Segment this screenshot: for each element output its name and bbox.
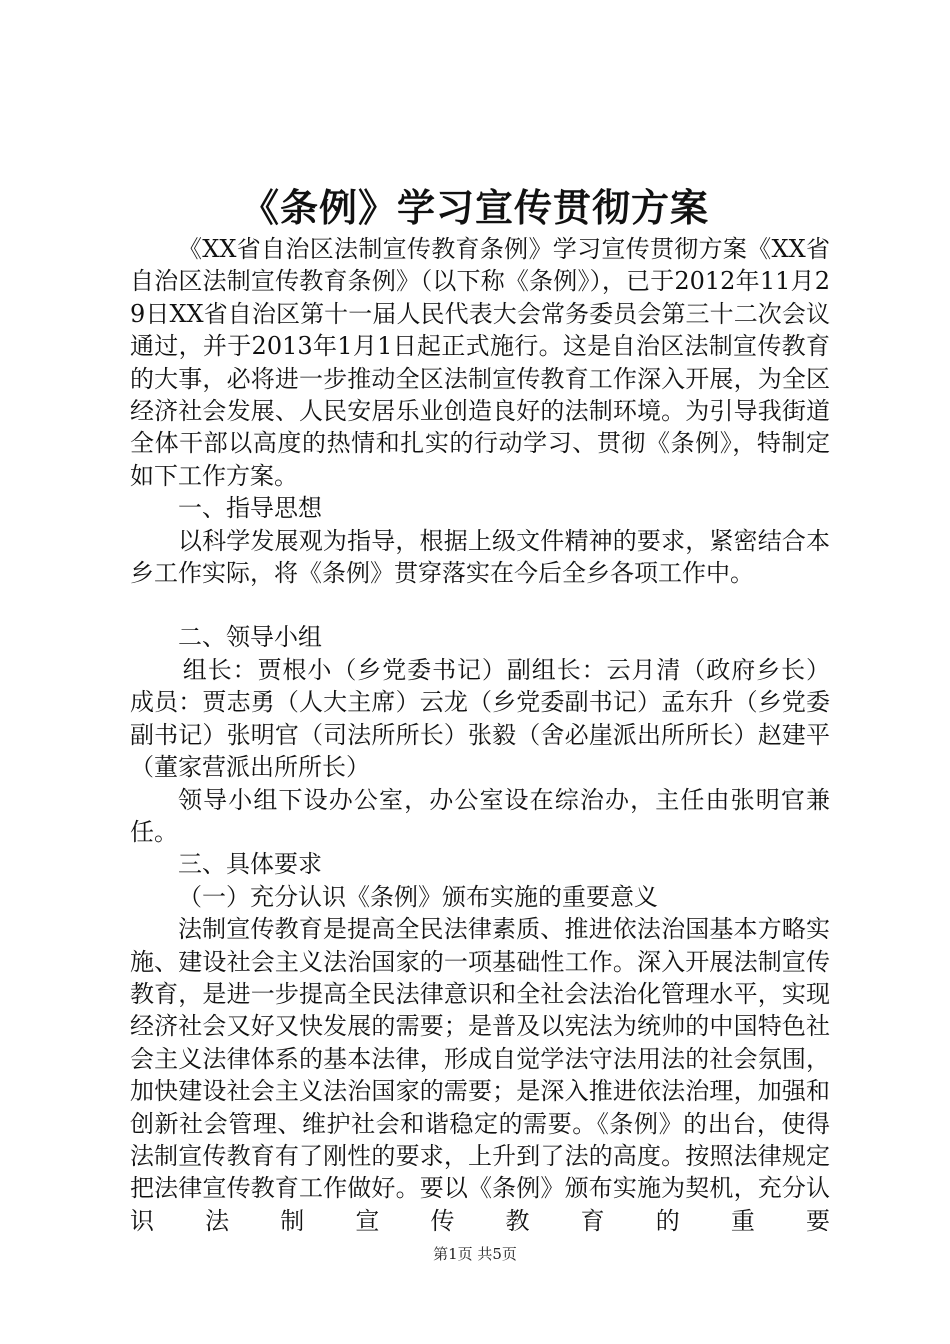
document-title: 《条例》学习宣传贯彻方案 xyxy=(240,185,709,230)
section-heading-specific-requirements: 三、具体要求 xyxy=(178,850,322,879)
guiding-ideology-paragraph: 以科学发展观为指导，根据上级文件精神的要求，紧密结合本乡工作实际，将《条例》贯穿落实在今后全乡各项工作中。 xyxy=(130,526,830,588)
section-heading-leading-group: 二、领导小组 xyxy=(178,623,322,652)
section-heading-guiding-ideology: 一、指导思想 xyxy=(178,494,322,523)
page-footer: 第1页 共5页 xyxy=(433,1245,517,1263)
intro-paragraph: 《XX省自治区法制宣传教育条例》学习宣传贯彻方案《XX省自治区法制宣传教育条例》（以下称《条例》），已于2012年11月29日XX省自治区第十一届人民代表大会常务委员会第三十二次会议通过，并于2013年1月1日起正式施行。这是自治区法制宣传教育的大事，必将进一步推动全区法制宣传教育工作深入开展，为全区经济社会发展、人民安居乐业创造良好的法制环境。为引导我街道全体干部以高度的热情和扎实的行动学习、贯彻《条例》，特制定如下工作方案。 xyxy=(130,235,830,490)
document-body xyxy=(130,233,830,1237)
leading-group-members-paragraph: 组长：贾根小（乡党委书记）副组长：云月清（政府乡长）成员：贾志勇（人大主席）云龙（乡党委副书记）孟东升（乡党委副书记）张明官（司法所所长）张毅（舍必崖派出所所长）赵建平（董家营派出所所长） xyxy=(130,655,830,782)
leading-group-office-paragraph: 领导小组下设办公室，办公室设在综治办，主任由张明官兼任。 xyxy=(130,785,830,846)
significance-paragraph: 法制宣传教育是提高全民法律素质、推进依法治国基本方略实施、建设社会主义法治国家的一项基础性工作。深入开展法制宣传教育，是进一步提高全民法律意识和全社会法治化管理水平，实现经济社会又好又快发展的需要；是普及以宪法为统帅的中国特色社会主义法律体系的基本法律，形成自觉学法守法用法的社会氛围，加快建设社会主义法治国家的需要；是深入推进依法治理，加强和创新社会管理、维护社会和谐稳定的需要。《条例》的出台，使得法制宣传教育有了刚性的要求，上升到了法的高度。按照法律规定把法律宣传教育工作做好。要以《条例》颁布实施为契机，充分认识法制宣传教育的重要 xyxy=(130,915,830,1235)
subsection-heading-significance: （一）充分认识《条例》颁布实施的重要意义 xyxy=(178,882,658,911)
